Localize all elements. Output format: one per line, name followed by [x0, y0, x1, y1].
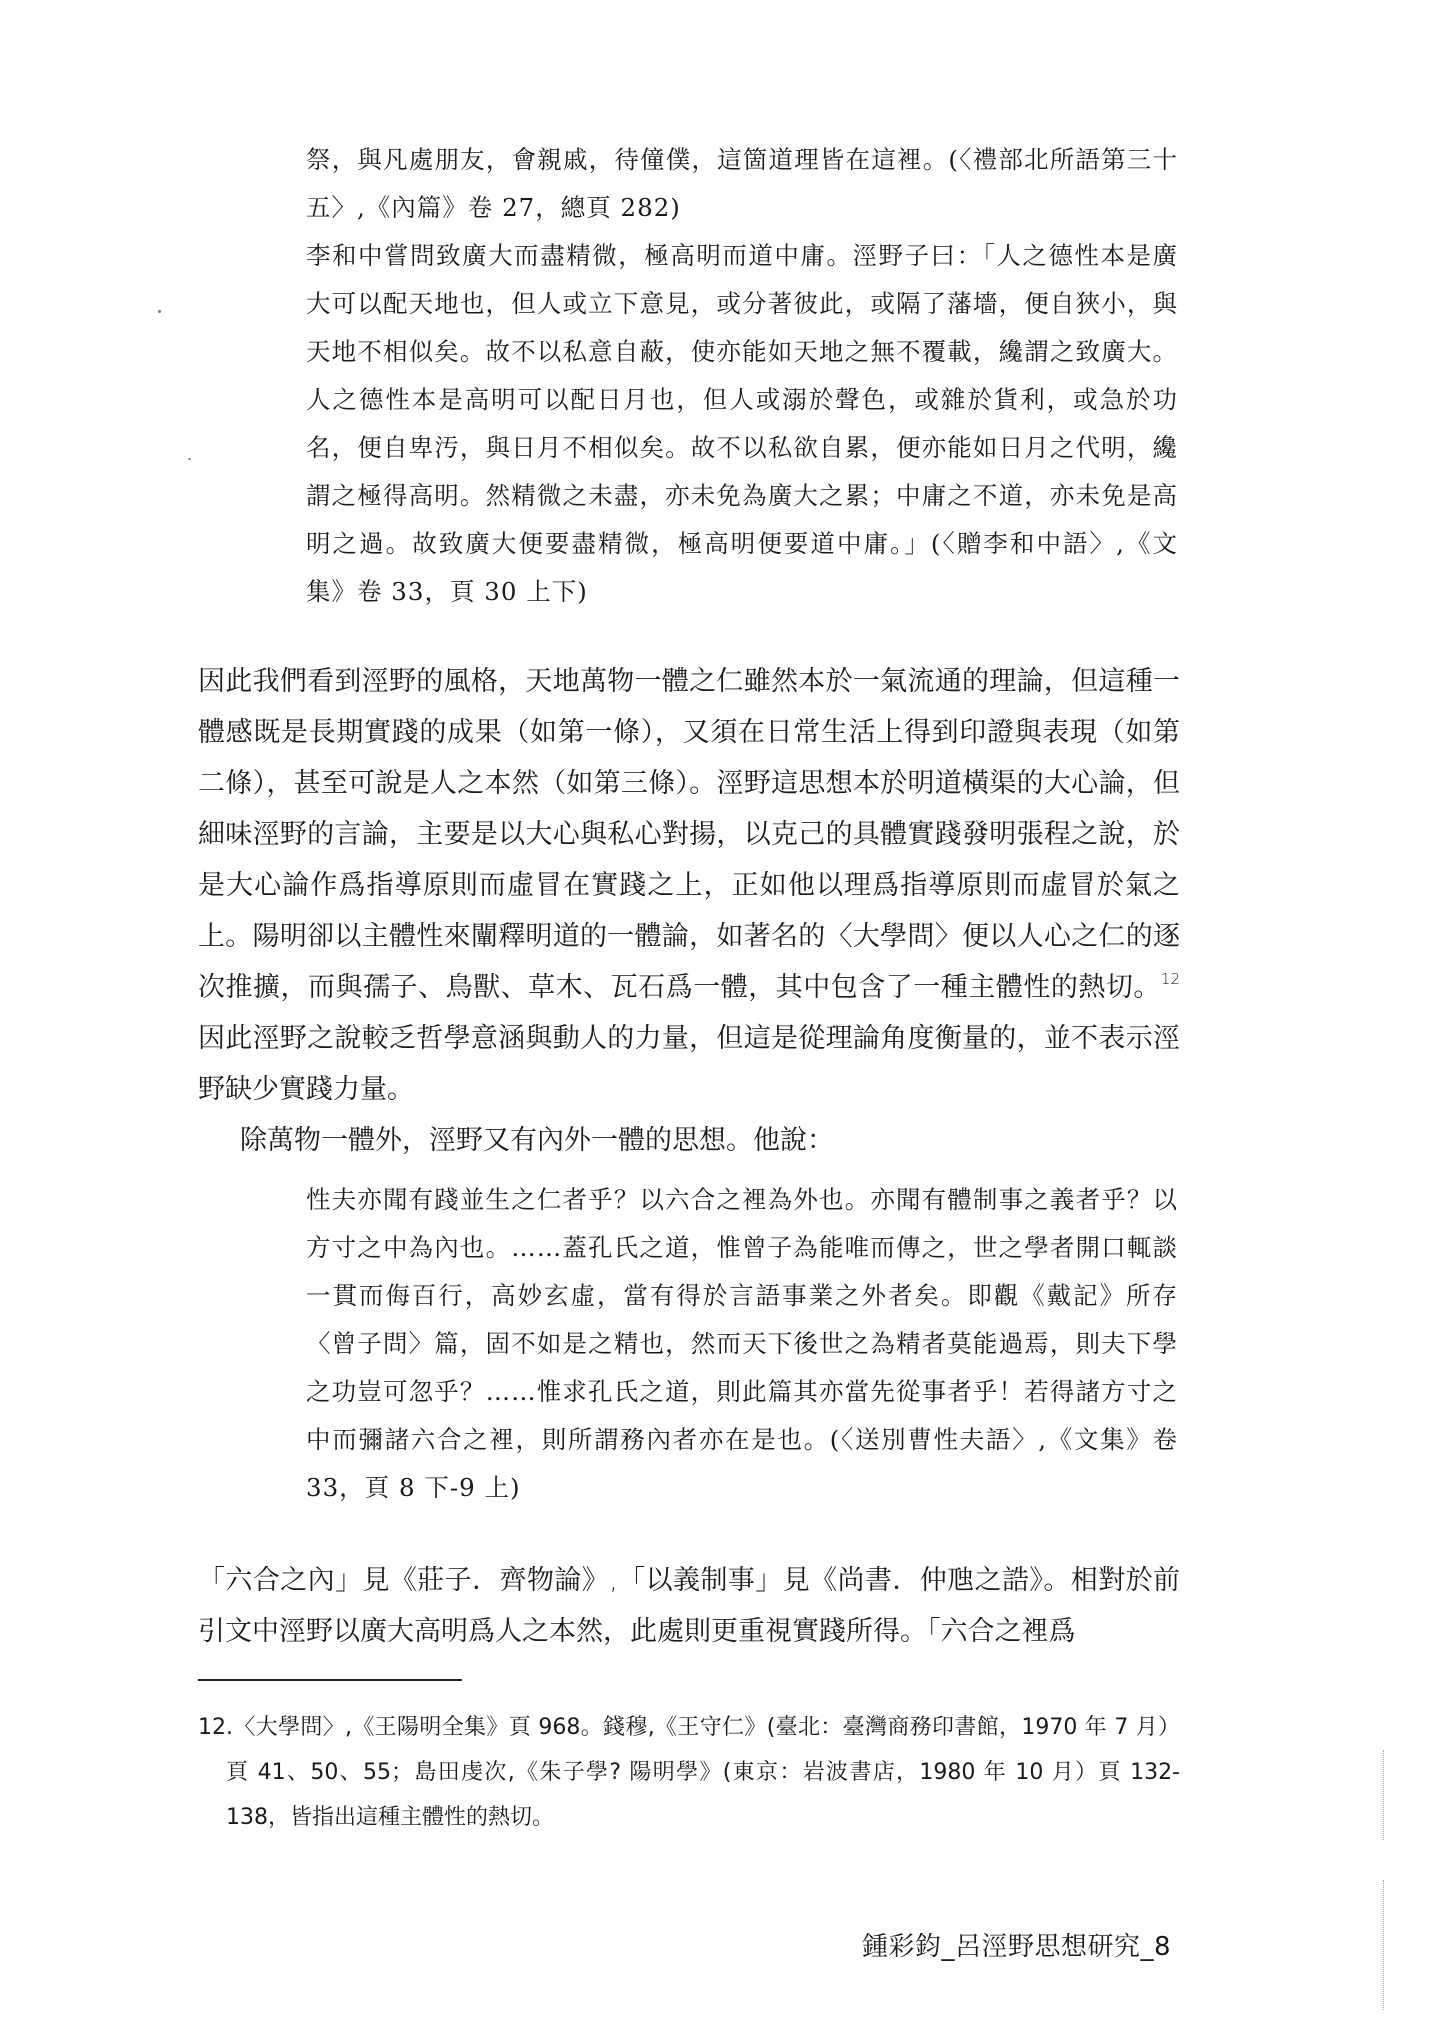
scan-edge-mark [1383, 1880, 1385, 2010]
body-paragraph-1-before-note: 因此我們看到涇野的風格，天地萬物一體之仁雖然本於一氣流通的理論，但這種一體感既是長期實踐的成果（如第一條），又須在日常生活上得到印證與表現（如第二條），甚至可說是人之本然（如第三條）。涇野這思想本於明道橫渠的大心論，但細味涇野的言論，主要是以大心與私心對揚，以克己的具體實踐發明張程之說，於是大心論作爲指導原則而虛冒在實踐之上，正如他以理爲指導原則而虛冒於氣之上。陽明卻以主體性來闡釋明道的一體論，如著名的〈大學問〉便以人心之仁的逐次推擴，而與孺子、鳥獸、草木、瓦石爲一體，其中包含了一種主體性的熱切。 [198, 666, 1180, 1003]
body-paragraph-2: 除萬物一體外，涇野又有內外一體的思想。他說： [240, 1125, 834, 1156]
scan-speck [188, 458, 191, 460]
quote-paragraph: 李和中嘗問致廣大而盡精微，極高明而道中庸。涇野子曰：「人之德性本是廣大可以配天地也，但人或立下意見，或分著彼此，或隔了藩墻，便自狹小，與天地不相似矣。故不以私意自蔽，使亦能如天地之無不覆載，纔謂之致廣大。人之德性本是高明可以配日月也，但人或溺於聲色，或雜於貨利，或急於功名，便自卑汚，與日月不相似矣。故不以私欲自累，便亦能如日月之代明，纔謂之極得高明。然精微之未盡，亦未免為廣大之累；中庸之不道，亦未免是高明之過。故致廣大便要盡精微，極高明便要道中庸。」(〈贈李和中語〉,《文集》卷 33，頁 30 上下) [306, 241, 1178, 606]
body-text-1 [198, 656, 1180, 1166]
body-text-2 [198, 1555, 1180, 1657]
body-paragraph-3: 「六合之內」見《莊子．齊物論》,「以義制事」見《尚書．仲虺之誥》。相對於前引文中涇野以廣大高明爲人之本然，此處則更重視實踐所得。「六合之裡爲 [198, 1565, 1180, 1647]
block-quote-1 [306, 136, 1178, 616]
footnote [198, 1705, 1180, 1840]
page-footer: 鍾彩鈞_呂涇野思想研究_8 [861, 1932, 1171, 1962]
footnote-separator [198, 1679, 462, 1681]
quote-continuation: 祭，與凡處朋友，會親戚，待僮僕，這箇道理皆在這裡。(〈禮部北所語第三十五〉,《內篇》卷 27，總頁 282) [306, 145, 1178, 222]
footnote-reference[interactable]: 12 [1160, 970, 1180, 988]
footnote-text: 12.〈大學問〉,《王陽明全集》頁 968。錢穆,《王守仁》(臺北：臺灣商務印書館，1970 年 7 月）頁 41、50、55；島田虔次,《朱子學? 陽明學》(東京：岩波書店，1980 年 10 月）頁 132-138，皆指出這種主體性的熱切。 [198, 1715, 1180, 1830]
body-paragraph-1 [198, 656, 1180, 1115]
scan-edge-mark [1383, 1750, 1385, 1840]
scan-speck [158, 310, 161, 313]
body-paragraph-1-after-note: 因此涇野之說較乏哲學意涵與動人的力量，但這是從理論角度衡量的，並不表示涇野缺少實踐力量。 [198, 1023, 1180, 1105]
block-quote-2 [306, 1176, 1178, 1512]
quote-2-text: 性夫亦聞有踐並生之仁者乎？以六合之裡為外也。亦聞有體制事之義者乎？以方寸之中為內也。……蓋孔氏之道，惟曾子為能唯而傳之，世之學者開口輒談一貫而侮百行，高妙玄虛，當有得於言語事業之外者矣。即觀《戴記》所存〈曾子問〉篇，固不如是之精也，然而天下後世之為精者莫能過焉，則夫下學之功豈可忽乎？……惟求孔氏之道，則此篇其亦當先從事者乎！若得諸方寸之中而彌諸六合之裡，則所謂務內者亦在是也。(〈送別曹性夫語〉,《文集》卷 33，頁 8 下-9 上) [306, 1185, 1178, 1502]
